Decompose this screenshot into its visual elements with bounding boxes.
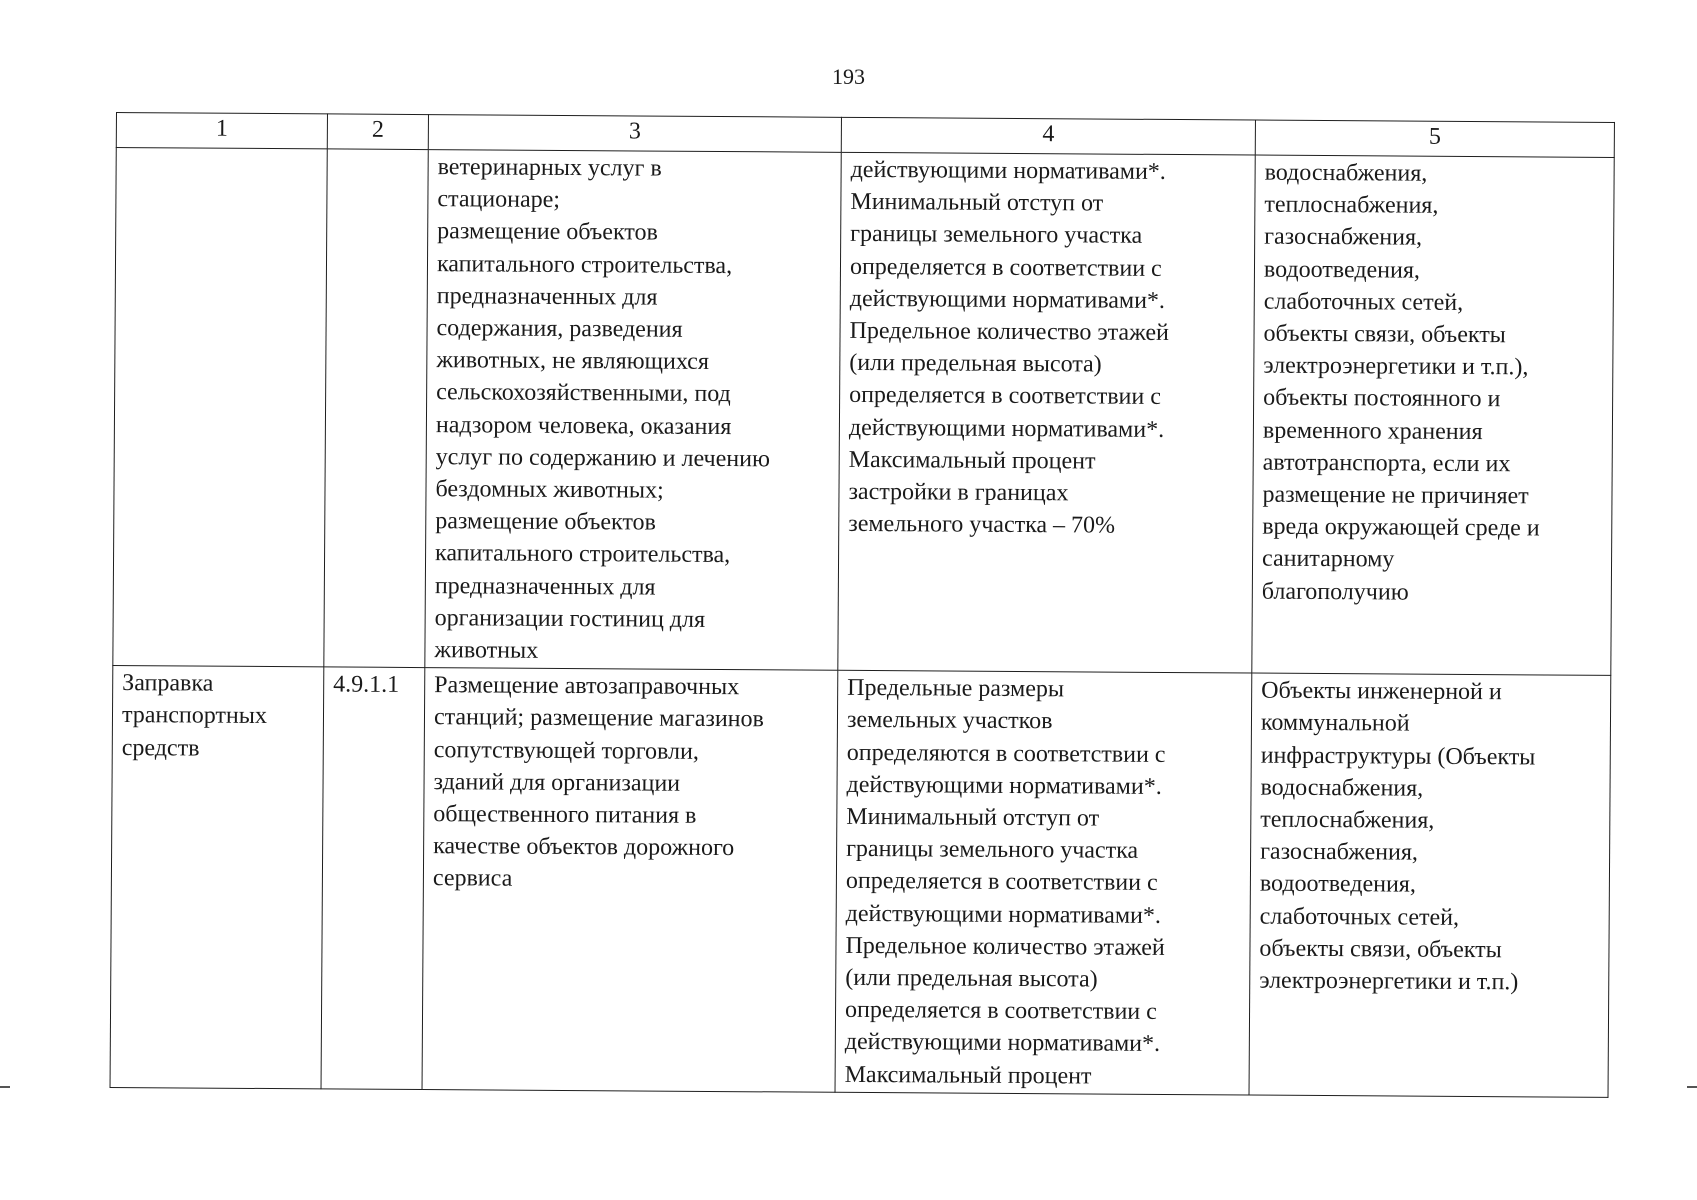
left-margin-mark xyxy=(0,1086,10,1088)
column-header-1: 1 xyxy=(116,113,327,149)
table-cell xyxy=(324,149,428,668)
table-cell xyxy=(838,152,1255,673)
column-header-2: 2 xyxy=(327,114,428,150)
column-header-5: 5 xyxy=(1255,120,1614,157)
zoning-table xyxy=(110,112,1615,1098)
table-cell xyxy=(422,668,838,1092)
cell-text: Заправка транспортных средств xyxy=(121,670,268,762)
right-margin-mark xyxy=(1687,1086,1697,1088)
table-cell xyxy=(1249,673,1611,1097)
table-cell xyxy=(321,667,425,1089)
table-row xyxy=(113,148,1614,676)
cell-text: действующими нормативами*. Минимальный отступ от границы земельного участка определяется в соответствии с действующими нормативами*. Предельное количество этажей (или предельная высота) определяется в соответствии с действующими нормативами*. Максимальный процент застройки в границах земельного участка – 70% xyxy=(848,156,1169,539)
column-header-4: 4 xyxy=(841,117,1255,155)
table-cell xyxy=(835,671,1252,1095)
table-cell xyxy=(1252,155,1614,676)
table-cell xyxy=(110,666,324,1089)
page-number: 193 xyxy=(832,64,865,89)
cell-text: Объекты инженерной и коммунальной инфраструктуры (Объекты водоснабжения, теплоснабжения, газоснабжения, водоотведения, слаботочных сетей, объекты связи, объекты электроэнергетики и т.п.) xyxy=(1259,677,1536,996)
cell-text: ветеринарных услуг в стационаре; размещение объектов капитального строительства, предназначенных для содержания, разведения животных, не являющихся сельскохозяйственными, под надзором человека, оказания услуг по содержанию и лечению бездомных животных; размещение объектов капитального строительства, предназначенных для организации гостиниц для животных xyxy=(434,154,771,664)
cell-text xyxy=(329,150,427,151)
table-cell xyxy=(425,150,841,671)
cell-text xyxy=(118,149,326,150)
table-row xyxy=(110,666,1611,1098)
cell-text: водоснабжения, теплоснабжения, газоснабжения, водоотведения, слаботочных сетей, объекты связи, объекты электроэнергетики и т.п.), объекты постоянного и временного хранения автотранспорта, если их размещение не причиняет вреда окружающей среде и санитарному благополучию xyxy=(1261,159,1540,606)
cell-text: 4.9.1.1 xyxy=(333,671,400,699)
column-header-3: 3 xyxy=(428,115,841,153)
cell-text: Размещение автозаправочных станций; размещение магазинов сопутствующей торговли, зданий для организации общественного питания в качестве объектов дорожного сервиса xyxy=(432,672,764,893)
cell-text: Предельные размеры земельных участков определяются в соответствии с действующими нормативами*. Минимальный отступ от границы земельного участка определяется в соответствии с действующими нормативами*. Предельное количество этажей (или предельная высота) определяется в соответствии с действующими нормативами*. Максимальный процент xyxy=(844,675,1166,1090)
table-cell xyxy=(113,148,327,668)
